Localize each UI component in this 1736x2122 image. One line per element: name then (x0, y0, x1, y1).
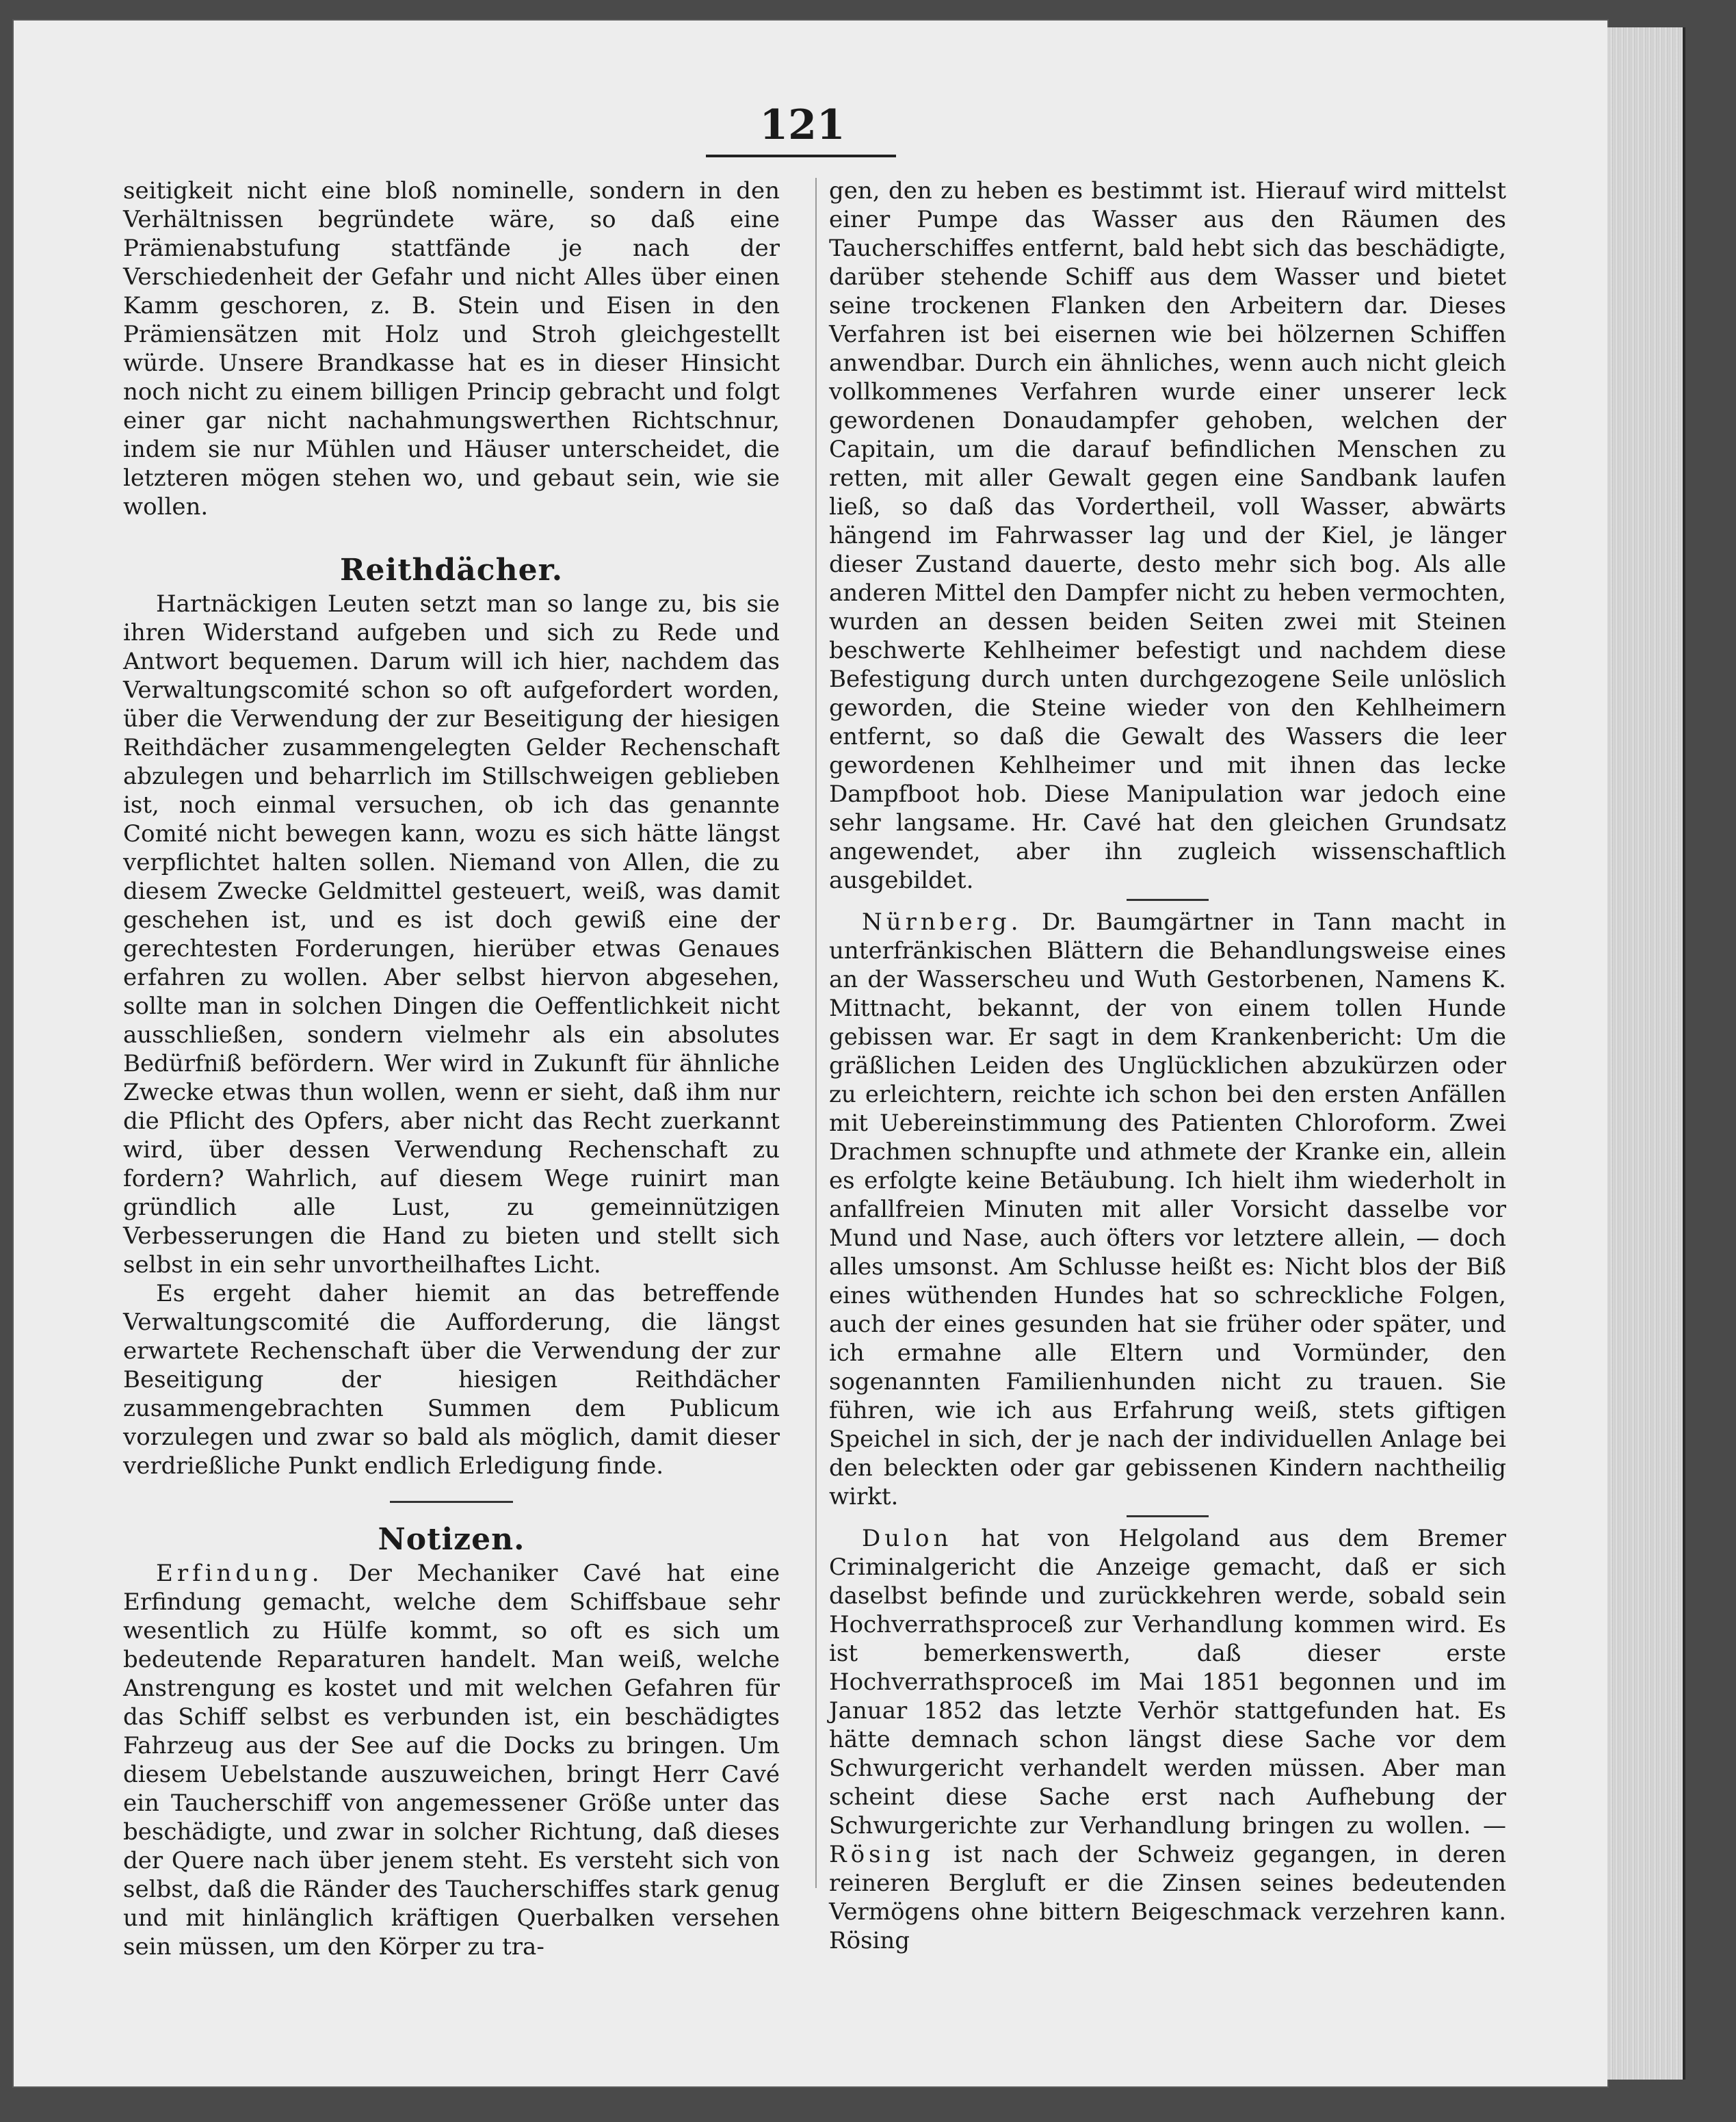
notice-dulon (829, 1524, 1506, 1955)
page-number-rule (706, 155, 896, 157)
section-title-notizen: Notizen. (378, 1522, 525, 1557)
notice-roesing-text: ist nach der Schweiz gegangen, in deren reineren Bergluft er die Zinsen seines bedeutenden Vermögens ohne bittern Beigeschmack verzehren kann. Rösing (829, 1841, 1506, 1954)
notice-divider (1127, 899, 1209, 901)
spacer (123, 521, 780, 551)
notice-erfindung (123, 1559, 780, 1961)
right-column (829, 176, 1506, 1955)
newspaper-page (14, 21, 1607, 2086)
notice-dulon-text: hat von Helgoland aus dem Bremer Criminalgericht die Anzeige gemacht, daß er sich daselbst befinde und zurückkehren werde, sobald sein Hochverrathsproceß zur Verhandlung kommen wird. Es ist bemerkenswerth, daß dieser erste Hochverrathsproceß im Mai 1851 begonnen und im Januar 1852 das letzte Verhör stattgefunden hat. Es hätte demnach schon längst diese Sache vor dem Schwurgericht verhandelt werden müssen. Aber man scheint diese Sache erst nach Aufhebung der Schwurgerichte zur Verhandlung bringen zu wollen. — (829, 1525, 1506, 1839)
intro-paragraph: seitigkeit nicht eine bloß nominelle, sondern in den Verhältnissen begründete wäre, so daß eine Prämienabstufung stattfände je nach der Verschiedenheit der Gefahr und nicht Alles über einen Kamm geschoren, z. B. Stein und Eisen in den Prämiensätzen mit Holz und Stroh gleichgestellt würde. Unsere Brandkasse hat es in dieser Hinsicht noch nicht zu einem billigen Princip gebracht und folgt einer gar nicht nachahmungswerthen Richtschnur, indem sie nur Mühlen und Häuser unterscheidet, die letzteren mögen stehen wo, und gebaut sein, wie sie wollen. (123, 177, 780, 521)
page-number: 121 (759, 101, 845, 149)
notice-roesing-lead: Rösing (829, 1841, 935, 1868)
section-divider (390, 1501, 513, 1503)
erfindung-continued: gen, den zu heben es bestimmt ist. Hierauf wird mittelst einer Pumpe das Wasser aus den Räumen des Taucherschiffes entfernt, bald hebt sich das beschädigte, darüber stehende Schiff aus dem Wasser und bietet seine trockenen Flanken den Arbeitern dar. Dieses Verfahren ist bei eisernen wie bei hölzernen Schiffen anwendbar. Durch ein ähnliches, wenn auch nicht gleich vollkommenes Verfahren wurde einer unserer leck gewordenen Donaudampfer gehoben, welchen der Capitain, um die darauf befindlichen Menschen zu retten, mit aller Gewalt gegen eine Sandbank laufen ließ, so daß das Vordertheil, voll Wasser, abwärts hängend im Fahrwasser lag und der Kiel, je länger dieser Zustand dauerte, desto mehr sich bog. Als alle anderen Mittel den Dampfer nicht zu heben vermochten, wurden an dessen beiden Seiten zwei mit Steinen beschwerte Kehlheimer befestigt und nachdem diese Befestigung durch unten durchgezogene Seile unlöslich geworden, die Steine wieder von den Kehlheimern entfernt, so daß die Gewalt des Wassers die leer gewordenen Kehlheimer und mit ihnen das lecke Dampfboot hob. Diese Manipulation war jedoch eine sehr langsame. Hr. Cavé hat den gleichen Grundsatz angewendet, aber ihn zugleich wissenschaftlich ausgebildet. (829, 177, 1506, 894)
notice-divider (1127, 1515, 1209, 1517)
left-column (123, 176, 780, 1961)
notice-nuernberg (829, 908, 1506, 1511)
notice-erfindung-text: Der Mechaniker Cavé hat eine Erfindung gemacht, welche dem Schiffsbaue sehr wesentlich zu Hülfe kommt, so oft es sich um bedeutende Reparaturen handelt. Man weiß, welche Anstrengung es kostet und mit welchen Gefahren für das Schiff selbst es verbunden ist, ein beschädigtes Fahrzeug aus der See auf die Docks zu bringen. Um diesem Uebelstande auszuweichen, bringt Herr Cavé ein Taucherschiff von angemessener Größe unter das beschädigte, und zwar in solcher Richtung, daß dieses der Quere nach über jenem steht. Es versteht sich von selbst, daß die Ränder des Taucherschiffes stark genug und mit hinlänglich kräftigen Querbalken versehen sein müssen, um den Körper zu tra- (123, 1560, 780, 1961)
notice-dulon-lead: Dulon (862, 1525, 953, 1552)
page-edges (1607, 27, 1685, 2080)
section-title-reithdaecher: Reithdächer. (339, 553, 564, 588)
column-divider (815, 178, 817, 1888)
reithdaecher-paragraph-1: Hartnäckigen Leuten setzt man so lange zu, bis sie ihren Widerstand aufgeben und sich zu Rede und Antwort bequemen. Darum will ich hier, nachdem das Verwaltungscomité schon so oft aufgefordert worden, über die Verwendung der zur Beseitigung der hiesigen Reithdächer zusammengelegten Gelder Rechenschaft abzulegen und beharrlich im Stillschweigen geblieben ist, noch einmal versuchen, ob ich das genannte Comité nicht bewegen kann, wozu es sich hätte längst verpflichtet halten sollen. Niemand von Allen, die zu diesem Zwecke Geldmittel gesteuert, weiß, was damit geschehen ist, und es ist doch gewiß eine der gerechtesten Forderungen, hierüber etwas Genaues erfahren zu wollen. Aber selbst hiervon abgesehen, sollte man in solchen Dingen die Oeffentlichkeit nicht ausschließen, sondern vielmehr als ein absolutes Bedürfniß befördern. Wer wird in Zukunft für ähnliche Zwecke etwas thun wollen, wenn er sieht, daß ihm nur die Pflicht des Opfers, aber nicht das Recht zuerkannt wird, über dessen Verwendung Rechenschaft zu fordern? Wahrlich, auf diesem Wege ruinirt man gründlich alle Lust, zu gemeinnützigen Verbesserungen die Hand zu bieten und stellt sich selbst in ein sehr unvortheilhaftes Licht. (123, 590, 780, 1279)
notice-nuernberg-lead: Nürnberg. (862, 908, 1023, 936)
reithdaecher-paragraph-2: Es ergeht daher hiemit an das betreffende Verwaltungscomité die Aufforderung, die längst erwartete Rechenschaft über die Verwendung der zur Beseitigung der hiesigen Reithdächer zusammengebrachten Summen dem Publicum vorzulegen und zwar so bald als möglich, damit dieser verdrießliche Punkt endlich Erledigung finde. (123, 1280, 780, 1480)
notice-erfindung-lead: Erfindung. (156, 1560, 324, 1587)
notice-nuernberg-text: Dr. Baumgärtner in Tann macht in unterfränkischen Blättern die Behandlungsweise eines an der Wasserscheu und Wuth Gestorbenen, Namens K. Mittnacht, bekannt, der von einem tollen Hunde gebissen war. Er sagt in dem Krankenbericht: Um die gräßlichen Leiden des Unglücklichen abzukürzen oder zu erleichtern, reichte ich schon bei den ersten Anfällen mit Uebereinstimmung des Patienten Chloroform. Zwei Drachmen schnupfte und athmete der Kranke ein, allein es erfolgte keine Betäubung. Ich hielt ihm wiederholt in anfallfreien Minuten mit aller Vorsicht dasselbe vor Mund und Nase, auch öfters vor letztere allein, — doch alles umsonst. Am Schlusse heißt es: Nicht blos der Biß eines wüthenden Hundes hat so schreckliche Folgen, auch der eines gesunden hat sie früher oder später, und ich ermahne alle Eltern und Vormünder, den sogenannten Familienhunden nicht zu trauen. Sie führen, wie ich aus Erfahrung weiß, stets giftigen Speichel in sich, der je nach der individuellen Anlage bei den beleckten oder gar gebissenen Kindern nachtheilig wirkt. (829, 908, 1506, 1510)
